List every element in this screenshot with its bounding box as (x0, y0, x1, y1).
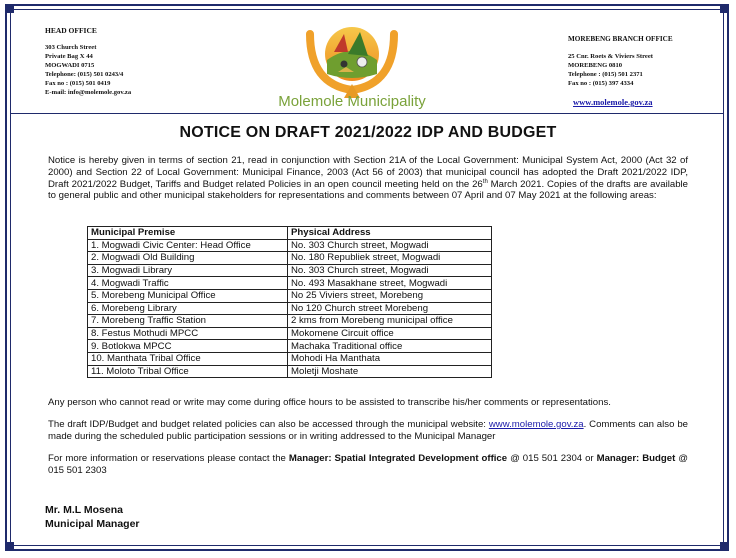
premise-cell: 11. Moloto Tribal Office (88, 365, 288, 378)
contact-phone-2: @ 015 501 2303 (48, 453, 688, 476)
intro-superscript: th (482, 178, 488, 185)
premise-cell: 5. Morebeng Municipal Office (88, 289, 288, 302)
branch-office-title: MOREBENG BRANCH OFFICE (568, 35, 673, 43)
corner-mark (720, 542, 729, 551)
premise-cell: 8. Festus Mothudi MPCC (88, 327, 288, 340)
table-row (88, 302, 492, 315)
signatory-role: Municipal Manager (45, 518, 140, 530)
table-row (88, 289, 492, 302)
head-office-line: Telephone: (015) 501 0243/4 (45, 71, 124, 78)
intro-text-end: March 2021. Copies of the drafts are available to general public and other municipal stakeholders for representations and comments between 07 April and 07 May 2021 at the following areas: (48, 178, 688, 202)
intro-text: Notice is hereby given in terms of section 21, read in conjunction with Section 21A of the Local Government: Municipal System Act, 2000 (Act 32 of 2000) and Section 22 of Local Government: Municipal Finance, 2003 (Act 56 of 2003) that municipal council has adopted the Draft 2021/2022 IDP, Draft 2021/2022 Budget, Tariffs and Budget related Policies in an open council meeting held on the 26 (48, 155, 688, 190)
head-office-line: 303 Church Street (45, 44, 97, 51)
contact-paragraph (48, 453, 688, 477)
assistance-paragraph: Any person who cannot read or write may come during office hours to be assisted to transcribe his/her comments or representations. (48, 397, 611, 408)
premise-cell: 10. Manthata Tribal Office (88, 352, 288, 365)
corner-mark (5, 4, 14, 13)
head-office-line: Private Bag X 44 (45, 53, 93, 60)
signature-block (45, 503, 140, 531)
premise-cell: 2. Mogwadi Old Building (88, 252, 288, 265)
branch-office-line: Telephone : (015) 501 2371 (568, 71, 643, 78)
premises-table (87, 226, 492, 378)
intro-paragraph (48, 155, 688, 202)
address-cell: Mohodi Ha Manthata (288, 352, 492, 365)
address-cell: Machaka Traditional office (288, 340, 492, 353)
table-row (88, 239, 492, 252)
contact-text: For more information or reservations please contact the (48, 453, 289, 464)
address-cell: Moletji Moshate (288, 365, 492, 378)
website-link[interactable]: www.molemole.gov.za (488, 419, 584, 430)
table-row (88, 327, 492, 340)
premise-cell: 6. Morebeng Library (88, 302, 288, 315)
column-header-address: Physical Address (288, 227, 492, 240)
table-row (88, 340, 492, 353)
header-website-link[interactable]: www.molemole.gov.za (573, 97, 653, 107)
branch-office-block (568, 35, 673, 88)
table-row (88, 365, 492, 378)
address-cell: No. 303 Church street, Mogwadi (288, 239, 492, 252)
address-cell: 2 kms from Morebeng municipal office (288, 315, 492, 328)
branch-office-line: 25 Cnr. Roets & Viviers Street (568, 53, 653, 60)
table-row (88, 277, 492, 290)
logo-wordmark: Molemole Municipality (278, 93, 426, 110)
contact-manager-budget: Manager: Budget (596, 453, 676, 464)
address-cell: No. 303 Church street, Mogwadi (288, 264, 492, 277)
table-row (88, 264, 492, 277)
address-cell: No. 180 Republiek street, Mogwadi (288, 252, 492, 265)
address-cell: No. 493 Masakhane street, Mogwadi (288, 277, 492, 290)
table-row (88, 252, 492, 265)
premise-cell: 3. Mogwadi Library (88, 264, 288, 277)
corner-mark (5, 542, 14, 551)
header-divider (11, 113, 723, 114)
table-row (88, 315, 492, 328)
contact-phone-1: @ 015 501 2304 or (507, 453, 597, 464)
contact-manager-spatial: Manager: Spatial Integrated Development office (288, 453, 508, 464)
address-cell: No 25 Viviers street, Morebeng (288, 289, 492, 302)
premise-cell: 4. Mogwadi Traffic (88, 277, 288, 290)
head-office-line: Fax no : (015) 501 0419 (45, 80, 111, 87)
head-office-line: MOGWADI 0715 (45, 62, 95, 69)
column-header-premise: Municipal Premise (88, 227, 288, 240)
head-office-block (45, 26, 131, 97)
table-header-row (88, 227, 492, 240)
address-cell: No 120 Church street Morebeng (288, 302, 492, 315)
branch-office-line: MOREBENG 0810 (568, 62, 623, 69)
address-cell: Mokomene Circuit office (288, 327, 492, 340)
branch-office-line: Fax no : (015) 397 4334 (568, 80, 634, 87)
corner-mark (720, 4, 729, 13)
website-paragraph (48, 419, 688, 443)
website-paragraph-text: The draft IDP/Budget and budget related policies can also be accessed through the municipal website: (48, 419, 489, 430)
notice-title: NOTICE ON DRAFT 2021/2022 IDP AND BUDGET (179, 124, 557, 141)
website-paragraph-text-end: . Comments can also be made during the scheduled public participation sessions or in writing addressed to the Municipal Manager (48, 419, 688, 442)
head-office-title: HEAD OFFICE (45, 26, 97, 35)
premise-cell: 7. Morebeng Traffic Station (88, 315, 288, 328)
head-office-email: E-mail: info@molemole.gov.za (45, 89, 132, 96)
premise-cell: 1. Mogwadi Civic Center: Head Office (88, 239, 288, 252)
signatory-name: Mr. M.L Mosena (45, 504, 123, 516)
table-row (88, 352, 492, 365)
premise-cell: 9. Botlokwa MPCC (88, 340, 288, 353)
